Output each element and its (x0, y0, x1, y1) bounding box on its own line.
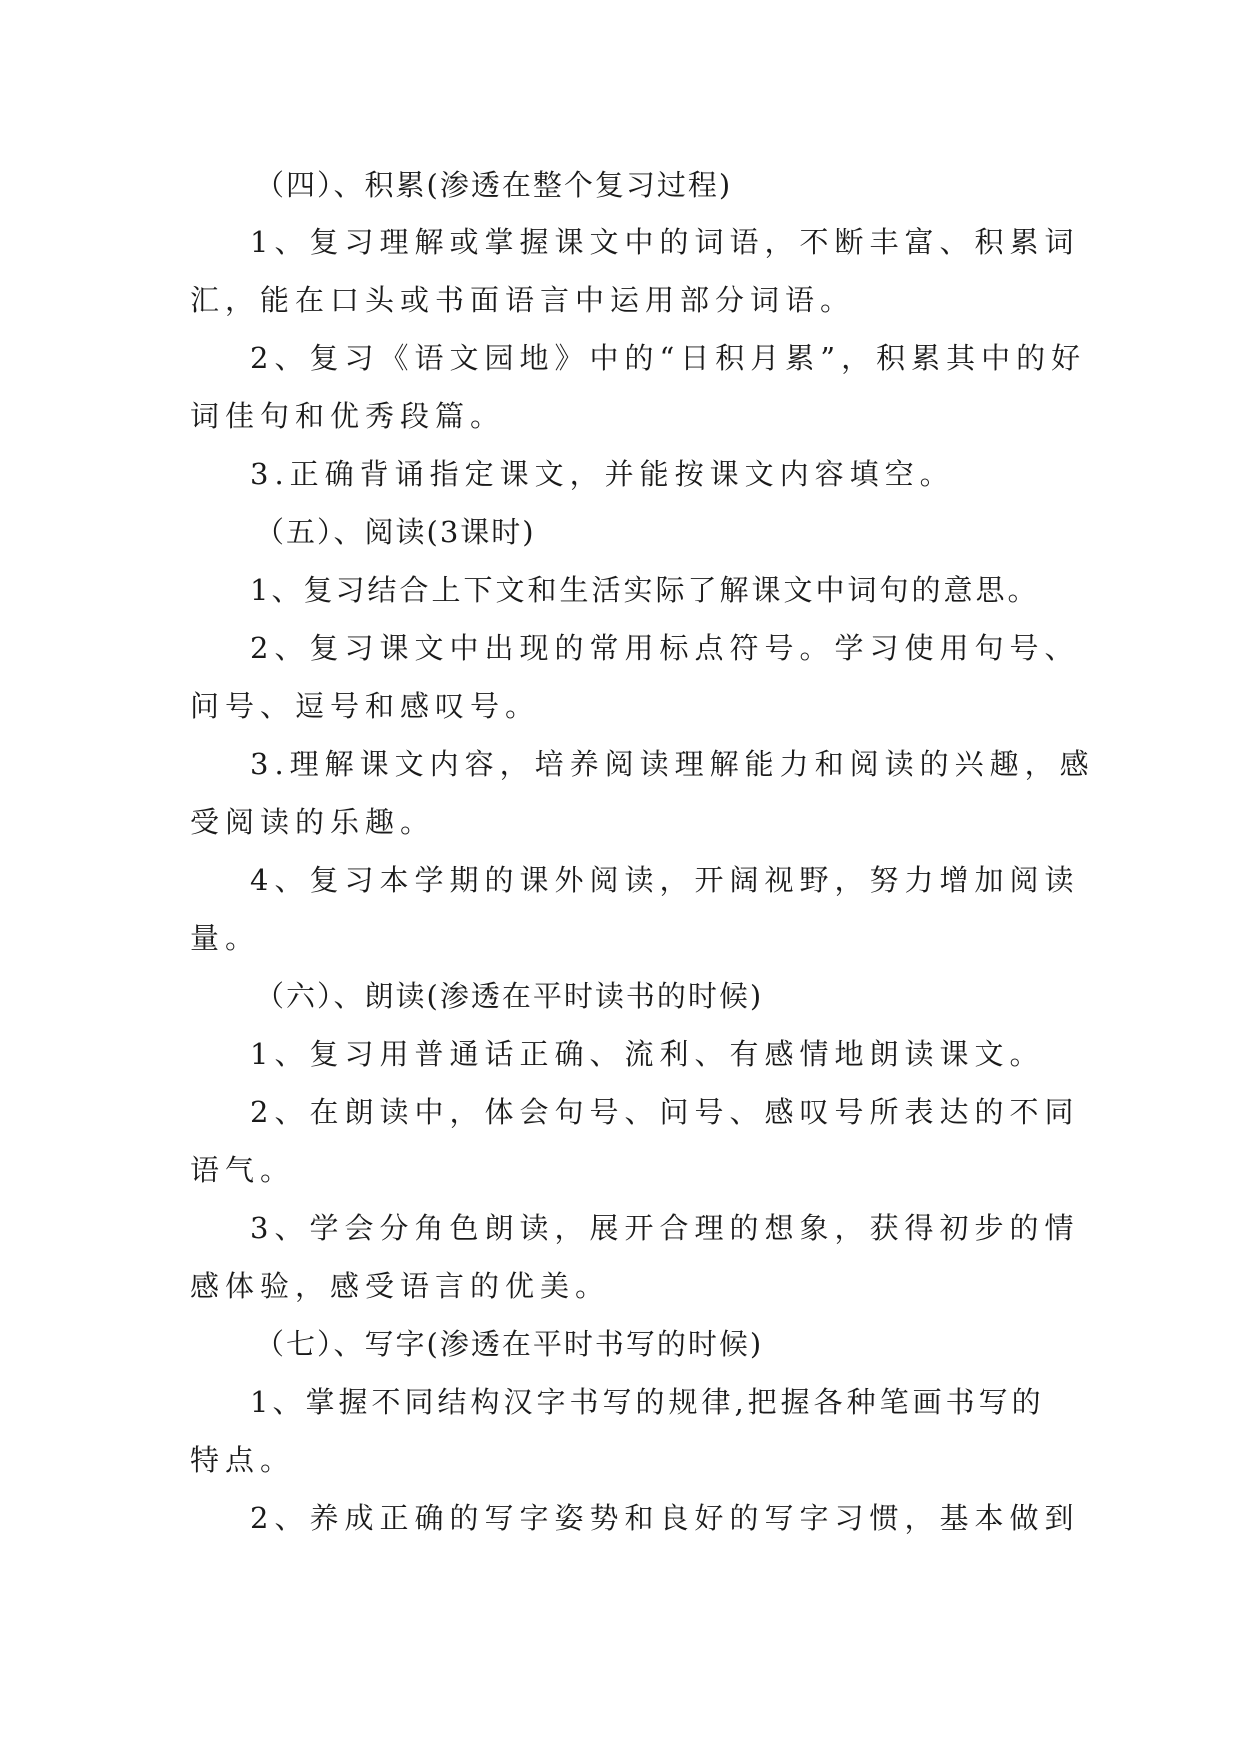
paragraph-line: 4、复习本学期的课外阅读，开阔视野，努力增加阅读 (250, 863, 1080, 897)
section-heading-writing: （七）、写字(渗透在平时书写的时候) (255, 1327, 764, 1361)
paragraph-line: 3、学会分角色朗读，展开合理的想象，获得初步的情 (250, 1211, 1080, 1245)
paragraph-line: 汇，能在口头或书面语言中运用部分词语。 (190, 283, 856, 317)
paragraph-line: 1、复习结合上下文和生活实际了解课文中词句的意思。 (250, 573, 1040, 607)
paragraph-line: 问号、逗号和感叹号。 (190, 689, 541, 723)
paragraph-line: 1、复习理解或掌握课文中的词语，不断丰富、积累词 (250, 225, 1080, 259)
section-heading-recitation: （六）、朗读(渗透在平时读书的时候) (255, 979, 764, 1013)
section-heading-accumulation: （四）、积累(渗透在整个复习过程) (255, 168, 733, 202)
paragraph-line: 语气。 (190, 1153, 296, 1187)
paragraph-line: 感体验，感受语言的优美。 (190, 1269, 611, 1303)
paragraph-line: 特点。 (190, 1443, 296, 1477)
paragraph-line: 2、在朗读中，体会句号、问号、感叹号所表达的不同 (250, 1095, 1080, 1129)
paragraph-line: 量。 (190, 921, 261, 955)
paragraph-line: 词佳句和优秀段篇。 (190, 399, 506, 433)
paragraph-line: 2、复习课文中出现的常用标点符号。学习使用句号、 (250, 631, 1080, 665)
paragraph-line: 2、养成正确的写字姿势和良好的写字习惯，基本做到 (250, 1501, 1080, 1535)
paragraph-line: 2、复习《语文园地》中的“日积月累”，积累其中的好 (250, 341, 1087, 375)
paragraph-line: 受阅读的乐趣。 (190, 805, 436, 839)
section-heading-reading: （五）、阅读(3课时) (255, 515, 536, 549)
paragraph-line: 3.正确背诵指定课文，并能按课文内容填空。 (250, 457, 955, 491)
paragraph-line: 3.理解课文内容，培养阅读理解能力和阅读的兴趣，感 (250, 747, 1095, 781)
paragraph-line: 1、复习用普通话正确、流利、有感情地朗读课文。 (250, 1037, 1045, 1071)
paragraph-line: 1、掌握不同结构汉字书写的规律,把握各种笔画书写的 (250, 1385, 1045, 1419)
